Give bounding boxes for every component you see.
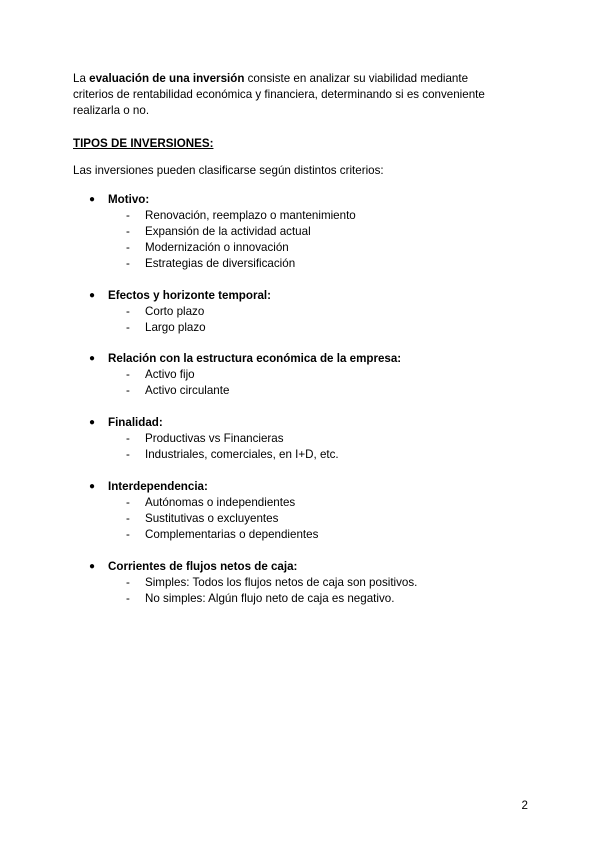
dash-icon: - xyxy=(126,225,130,238)
category-finalidad xyxy=(0,415,600,463)
dash-icon: - xyxy=(126,241,130,254)
dash-icon: - xyxy=(126,496,130,509)
category-items xyxy=(0,495,600,543)
item-text: Corto plazo xyxy=(145,305,205,318)
category-heading xyxy=(0,479,600,495)
item-text: Simples: Todos los flujos netos de caja son positivos. xyxy=(145,576,418,589)
intro-line1-rest: consiste en analizar su viabilidad mediante xyxy=(244,72,469,85)
item-text: Autónomas o independientes xyxy=(145,496,296,509)
dash-icon: - xyxy=(126,209,130,222)
category-corrientes xyxy=(0,559,600,607)
category-label: Efectos y horizonte temporal: xyxy=(108,289,271,302)
category-efectos xyxy=(0,288,600,336)
category-items xyxy=(0,431,600,463)
item-text: Activo circulante xyxy=(145,384,230,397)
list-item xyxy=(0,256,600,272)
category-heading xyxy=(0,415,600,431)
category-heading xyxy=(0,192,600,208)
item-text: Renovación, reemplazo o mantenimiento xyxy=(145,209,356,222)
category-label: Finalidad: xyxy=(108,416,163,429)
list-item xyxy=(0,447,600,463)
intro-line2: criterios de rentabilidad económica y financiera, determinando si es conveniente xyxy=(73,88,485,101)
category-label: Corrientes de flujos netos de caja: xyxy=(108,560,298,573)
category-items xyxy=(0,304,600,336)
page-number: 2 xyxy=(521,799,528,812)
list-item xyxy=(0,591,600,607)
bullet-icon: ● xyxy=(89,290,96,301)
dash-icon: - xyxy=(126,576,130,589)
item-text: Productivas vs Financieras xyxy=(145,432,284,445)
list-item xyxy=(0,367,600,383)
list-item xyxy=(0,495,600,511)
category-label: Relación con la estructura económica de la empresa: xyxy=(108,352,402,365)
dash-icon: - xyxy=(126,448,130,461)
list-item xyxy=(0,304,600,320)
category-items xyxy=(0,575,600,607)
dash-icon: - xyxy=(126,592,130,605)
dash-icon: - xyxy=(126,512,130,525)
intro-paragraph xyxy=(73,71,533,119)
category-items xyxy=(0,208,600,272)
dash-icon: - xyxy=(126,257,130,270)
category-heading xyxy=(0,351,600,367)
item-text: No simples: Algún flujo neto de caja es negativo. xyxy=(145,592,395,605)
category-heading xyxy=(0,559,600,575)
dash-icon: - xyxy=(126,305,130,318)
item-text: Estrategias de diversificación xyxy=(145,257,296,270)
category-motivo xyxy=(0,192,600,272)
list-item xyxy=(0,575,600,591)
dash-icon: - xyxy=(126,321,130,334)
bullet-icon: ● xyxy=(89,561,96,572)
category-items xyxy=(0,367,600,399)
category-label: Motivo: xyxy=(108,193,150,206)
bullet-icon: ● xyxy=(89,417,96,428)
list-item xyxy=(0,431,600,447)
item-text: Complementarias o dependientes xyxy=(145,528,319,541)
category-heading xyxy=(0,288,600,304)
dash-icon: - xyxy=(126,368,130,381)
intro-term: evaluación de una inversión xyxy=(89,72,245,85)
item-text: Activo fijo xyxy=(145,368,195,381)
intro-prefix: La xyxy=(73,72,90,85)
bullet-icon: ● xyxy=(89,194,96,205)
item-text: Modernización o innovación xyxy=(145,241,289,254)
lead-paragraph: Las inversiones pueden clasificarse según distintos criterios: xyxy=(73,164,384,177)
item-text: Industriales, comerciales, en I+D, etc. xyxy=(145,448,339,461)
list-item xyxy=(0,224,600,240)
intro-line3: realizarla o no. xyxy=(73,104,150,117)
bullet-icon: ● xyxy=(89,481,96,492)
dash-icon: - xyxy=(126,384,130,397)
item-text: Largo plazo xyxy=(145,321,206,334)
bullet-icon: ● xyxy=(89,353,96,364)
category-relacion xyxy=(0,351,600,399)
list-item xyxy=(0,208,600,224)
dash-icon: - xyxy=(126,528,130,541)
dash-icon: - xyxy=(126,432,130,445)
list-item xyxy=(0,383,600,399)
list-item xyxy=(0,320,600,336)
list-item xyxy=(0,511,600,527)
category-interdependencia xyxy=(0,479,600,543)
list-item xyxy=(0,527,600,543)
list-item xyxy=(0,240,600,256)
item-text: Expansión de la actividad actual xyxy=(145,225,311,238)
category-label: Interdependencia: xyxy=(108,480,208,493)
item-text: Sustitutivas o excluyentes xyxy=(145,512,279,525)
section-title: TIPOS DE INVERSIONES: xyxy=(73,137,214,150)
